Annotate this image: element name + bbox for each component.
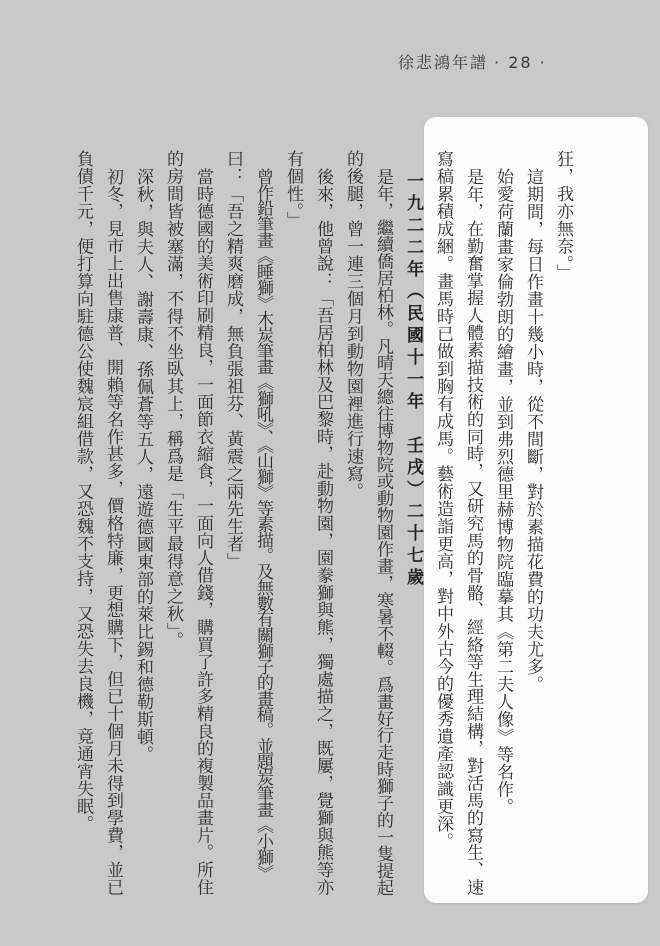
section-heading: 一九二二年（民國十一年 壬戌）二十七歲 (403, 172, 423, 590)
page-header (398, 50, 547, 73)
text-column: 是年，在勤奮掌握人體素描技術的同時，又研究馬的骨骼、經絡等生理結構，對活馬的寫生、速 (463, 167, 483, 896)
text-column: 是年，繼續僑居柏林。凡晴天總往博物院或動物園作畫，寒暑不輟。爲畫好行走時獅子的一隻提起 (373, 167, 393, 896)
text-column: 的房間皆被塞滿，不得不坐臥其上，稱爲是「生平最得意之秋」。 (163, 150, 183, 649)
vertical-text-body (68, 150, 578, 895)
page-number-label: · 28 · (494, 53, 547, 72)
text-column: 後來，他曾說：「吾居柏林及巴黎時，赴動物園，園豢獅與熊，獨處描之，既屢，覺獅與熊等亦 (313, 167, 333, 896)
text-column: 當時德國的美術印刷精良，一面節衣縮食，一面向人借錢，購買了許多精良的複製品畫片。所住 (193, 167, 213, 896)
text-column: 這期間，每日作畫十幾小時，從不間斷，對於素描花費的功夫尤多。 (523, 167, 543, 693)
text-column: 的後腿，曾一連三個月到動物園裡進行速寫。 (343, 150, 363, 500)
text-column: 負債千元，便打算向駐德公使魏宸組借款，又恐魏不支持，又恐失去良機，竟通宵失眠。 (73, 150, 93, 833)
text-column: 始愛荷蘭畫家倫勃朗的繪畫，並到弗烈德里赫博物院臨摹其《第二夫人像》等名作。 (493, 167, 513, 815)
text-column: 曾作鉛筆畫《睡獅》木炭筆畫《獅吼》、《山獅》等素描。及無數有關獅子的畫稿。並題炭筆畫《小獅》 (253, 167, 273, 880)
book-title: 徐悲鴻年譜 (398, 53, 489, 72)
text-column: 曰：「吾之精爽磨成，無負張祖芬、黃震之兩先生者」 (223, 150, 243, 570)
text-column: 狂，我亦無奈。」 (553, 150, 573, 282)
text-column: 初冬，見市上出售康普、開賴等名作甚多，價格特廉，更想購下，但已十個月未得到學費，並已 (103, 167, 123, 896)
text-column: 寫稿累積成綑。畫馬時已做到胸有成馬。藝術造詣更高，對中外古今的優秀遺產認識更深。 (433, 150, 453, 850)
text-column: 有個性。」 (283, 150, 303, 229)
text-column: 深秋，與夫人、謝壽康、孫佩蒼等五人，遠遊德國東部的萊比錫和德勒斯頓。 (133, 167, 153, 763)
